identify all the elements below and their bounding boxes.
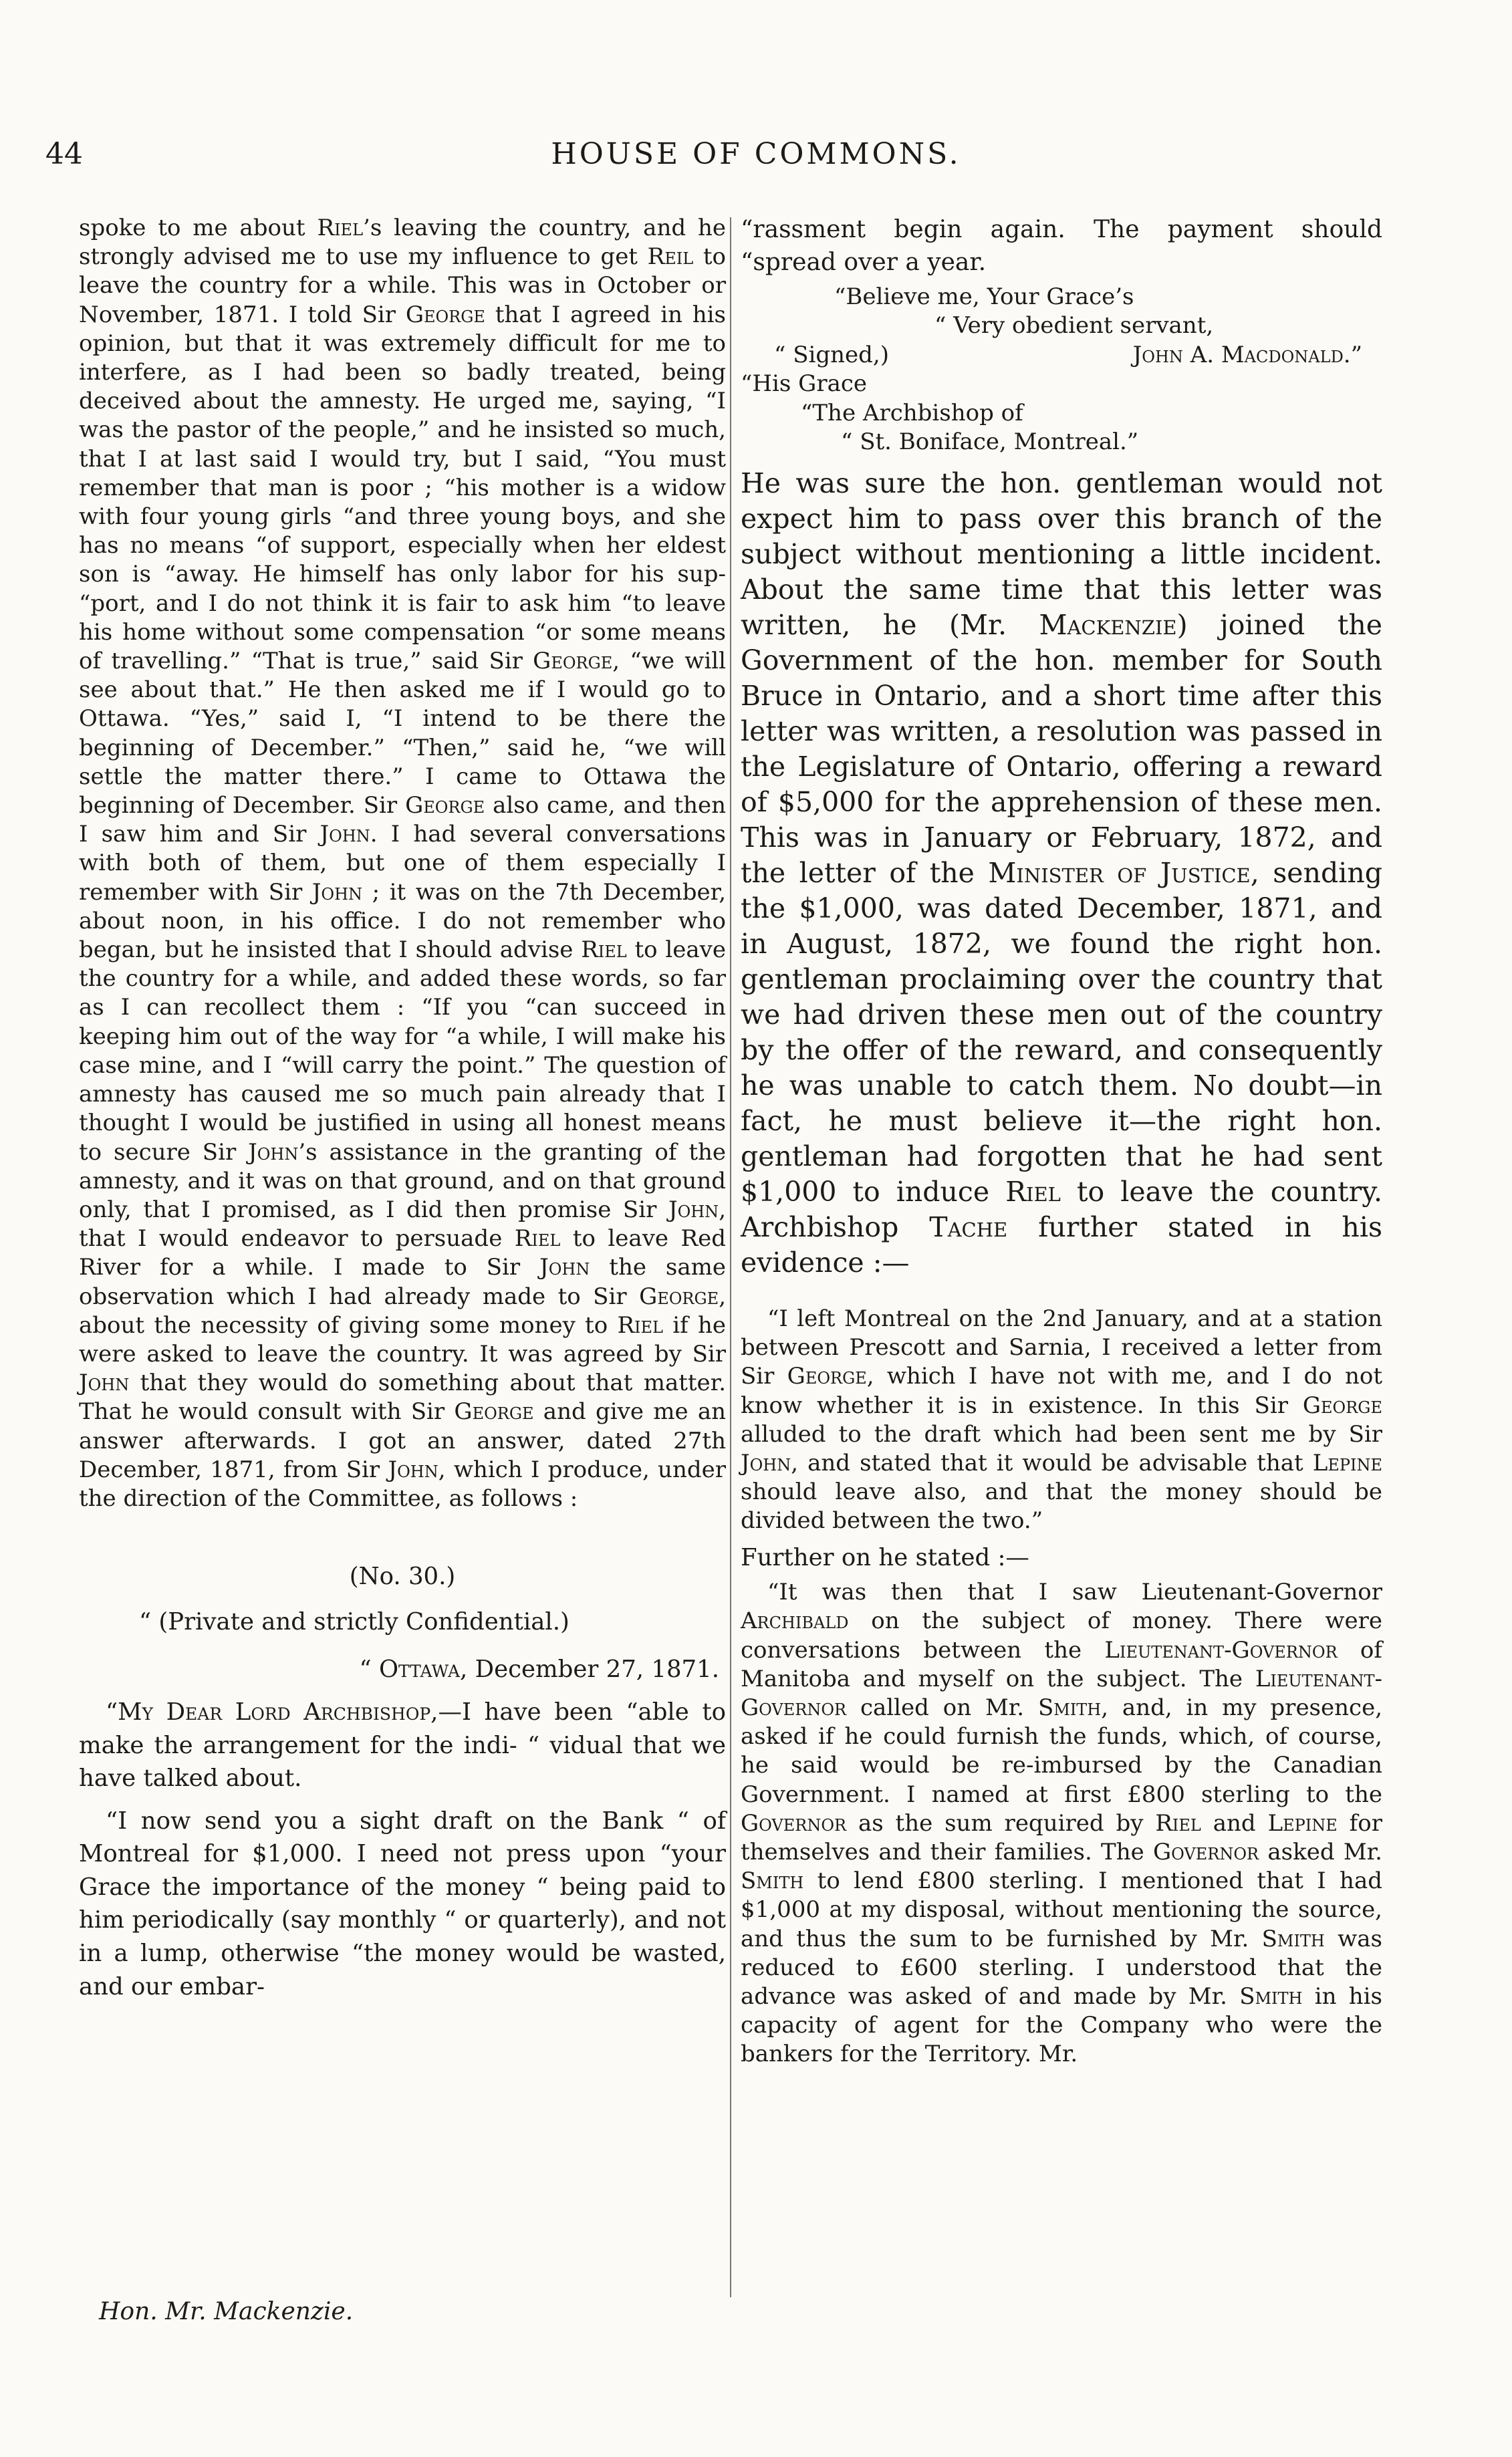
small-caps-name: Ottawa [378,1656,461,1684]
text-segment: . I had several conversations with both of them, but one of them especially I remember with Sir [79,821,727,906]
text-segment: in his capacity of agent for the Company who were the bankers for the Territory. Mr. [741,1983,1382,2068]
small-caps-name: John [320,821,370,848]
page-title: HOUSE OF COMMONS. [551,137,961,171]
text-segment: alluded to the draft which had been sent me by Sir [741,1420,1382,1448]
text-segment: that I agreed in his opinion, but that it was extremely difficult for me to interfere, as I had been so badly treated, being deceived about the amnesty. He urged me, saying, “I was the pastor of the people,” and he insisted so much, that I at last said I would try, but I said, “You must remember that man is poor ; “his mother is a widow with four young girls “and three young boys, and she has no means “of support, especially when her eldest son is “away. He himself has only labor for his sup- “port, and I do not think it is fair to ask him “to leave his home without some compensation “or some means of travelling.” “That is true,” said Sir [79,301,726,675]
text-segment: ’s assistance in the granting of the amnesty, and it was on that ground, and on that ground only, that I promised, as I did then promise Sir [79,1138,726,1223]
small-caps-name: Governor [1153,1839,1259,1866]
small-caps-name: John [79,1370,130,1397]
small-caps-name: John [388,1456,438,1483]
small-caps-name: Lepine [1312,1450,1382,1477]
text-segment: to lend £800 sterling. I mentioned that I had $1,000 at my disposal, without mentioning the source, and thus the sum to be furnished by Mr. [741,1867,1382,1952]
text-segment: to leave the country. Archbishop [741,1176,1382,1244]
text-segment: asked Mr. [1259,1839,1382,1866]
small-caps-name: Riel [1155,1809,1201,1837]
text-segment: , that I would endeavor to persuade [79,1196,726,1253]
signed-label: “ Signed,) [774,342,889,369]
text-segment: , which I have not with me, and I do not know whether it is in existence. In this Sir [741,1363,1382,1419]
text-segment: , and, in my presence, asked if he could furnish the funds, which, of course, he said would be re-imbursed by the Canadian Government. I named at first £800 sterling to the [741,1694,1382,1808]
text-segment: further stated in his evidence :— [741,1211,1382,1279]
text-segment: for themselves and their families. The [741,1809,1382,1866]
text-segment: “ [106,1698,118,1726]
text-segment: was reduced to £600 sterling. I understood that the advance was asked of and made by Mr. [741,1925,1382,2011]
small-caps-name: George [405,301,485,328]
running-footer: Hon. Mr. Mackenzie. [99,2298,354,2325]
letter-address: “The Archbishop of [801,399,1023,426]
text-segment: and [1201,1809,1268,1837]
text-segment: ) joined the Government of the hon. member for South Bruce in Ontario, and a short time after this letter was written, a resolution was passed in the Legislature of Ontario, offering a reward of $5,000 for the apprehension of these men. This was in January or February, 1872, and the letter of the [741,609,1382,890]
text-segment: , about the necessity of giving some money to [79,1283,726,1339]
letter-paragraph: “rassment begin again. The payment should “spread over a year. [741,216,1382,276]
text-segment: to leave Red River for a while. I made to Sir [79,1225,726,1281]
letter-address: “ St. Boniface, Montreal.” [841,428,1139,455]
small-caps-name: George [454,1398,534,1426]
small-caps-name: George [639,1283,719,1310]
letter-signature [741,340,1382,370]
small-caps-name: My Dear Lord Archbishop [118,1698,431,1726]
letter-closing: “ Very obedient servant, [934,312,1214,340]
small-caps-name: John [539,1254,590,1281]
page-header [0,137,1512,190]
letter-address: “His Grace [741,370,868,398]
small-caps-name: Lepine [1267,1809,1338,1837]
transition-line: Further on he stated :— [741,1543,1029,1571]
small-caps-name: Riel [617,1311,663,1339]
letter-number: (No. 30.) [349,1563,456,1591]
small-caps-name: Minister of Justice [988,857,1251,890]
text-segment: “It was then that I saw Lieutenant-Governor [767,1579,1382,1606]
small-caps-name: Riel [581,936,627,964]
text-segment: ; it was on the 7th December, about noon, in his office. I do not remember who began, but he insisted that I should advise [79,878,727,964]
text-segment: to leave the country for a while. This was in October or November, 1871. I told Sir [79,243,726,328]
left-column [79,214,726,2003]
text-segment: to leave the country for a while, and added these words, so far as I can recollect them : “If you “can succeed in keeping him out of the way for “a while, I will make his case mine, and I “will carry the point.” The question of amnesty has caused me so much pain already that I thought I would be justified in using all honest means to secure Sir [79,936,727,1166]
small-caps-name: Governor [741,1809,847,1837]
text-segment: , sending the $1,000, was dated December, 1871, and in August, 1872, we found the right hon. gentleman proclaiming over the country that we had driven these men out of the country by the offer of the reward, and consequently he was unable to catch them. No doubt—in fact, he must believe it—the right hon. gentleman had forgotten that he had sent $1,000 to induce [741,857,1382,1208]
letter-paragraph: “I now send you a sight draft on the Bank “ of Montreal for $1,000. I need not press upon “your Grace the importance of the money “ being paid to him periodically (say monthly “ or quarterly), and not in a lump, otherwise “the money would be wasted, and our embar- [79,1807,726,2000]
page-number: 44 [45,137,83,171]
small-caps-name: John [668,1196,719,1223]
text-segment: also came, and then I saw him and Sir [79,792,726,848]
text-segment: of Manitoba and myself on the subject. The [741,1636,1382,1692]
text-segment: called on Mr. [846,1694,1038,1722]
signatory-name: John A. Macdonald.” [1132,342,1362,369]
text-segment: ,—I have been “able to make the arrangement for the indi- “ vidual that we have talked about. [79,1698,727,1793]
small-caps-name: Smith [741,1867,804,1895]
small-caps-name: Smith [1037,1694,1102,1722]
small-caps-name: Lieutenant-Governor [741,1665,1382,1722]
text-segment: and give me an answer afterwards. I got an answer, dated 27th December, 1871, from Sir [79,1398,726,1483]
small-caps-name: John [741,1450,791,1477]
small-caps-name: George [533,648,613,675]
text-segment: “ [359,1656,379,1684]
text-segment: “I left Montreal on the 2nd January, and at a station between Prescott and Sarnia, I received a letter from Sir [741,1305,1382,1390]
speech-paragraph [741,466,1382,1281]
text-segment: as the sum required by [846,1809,1156,1837]
text-segment: , “we will see about that.” He then asked me if I would go to Ottawa. “Yes,” said I, “I intend to be there the beginning of December.” “Then,” said he, “we will settle the matter there.” I came to Ottawa the beginning of December. Sir [79,648,726,819]
text-segment: He was sure the hon. gentleman would not expect him to pass over this branch of the subject without mentioning a little incident. About the same time that this letter was written, he (Mr. [741,467,1382,642]
testimony-paragraph [79,214,726,1513]
small-caps-name: John [311,878,363,906]
small-caps-name: Archibald [741,1607,849,1635]
column-divider [730,217,731,2297]
small-caps-name: Lieutenant-Governor [1104,1636,1338,1664]
small-caps-name: George [787,1363,867,1390]
text-segment: that they would do something about that matter. That he would consult with Sir [79,1370,726,1426]
letter-paragraph [79,1696,726,1795]
text-segment: ’s leaving the country, and he strongly advised me to use my influence to get [79,215,726,271]
small-caps-name: Reil [647,243,694,271]
text-segment: spoke to me about [79,215,318,241]
text-segment: the same observation which I had already made to Sir [79,1254,726,1310]
text-segment: should leave also, and that the money should be divided between the two.” [741,1478,1382,1535]
evidence-quote [741,1305,1382,1536]
letter-closing: “Believe me, Your Grace’s [834,283,1134,310]
text-segment: if he were asked to leave the country. It was agreed by Sir [79,1311,726,1368]
small-caps-name: Tache [929,1211,1008,1244]
text-segment: , December 27, 1871. [460,1656,719,1684]
right-column [741,214,1382,2069]
text-segment: on the subject of money. There were conversations between the [741,1607,1382,1664]
small-caps-name: Riel [1005,1176,1061,1208]
small-caps-name: John [248,1138,299,1166]
letter-dateline [79,1653,726,1686]
letter-privacy-note: “ (Private and strictly Confidential.) [139,1607,570,1636]
small-caps-name: Riel [514,1225,561,1253]
small-caps-name: George [1302,1392,1382,1419]
evidence-quote [741,1578,1382,2069]
text-segment: , and stated that it would be advisable that [791,1450,1313,1477]
small-caps-name: Riel [317,215,364,241]
small-caps-name: George [405,792,485,819]
text-segment: , which I produce, under the direction of the Committee, as follows : [79,1456,726,1512]
small-caps-name: Smith [1261,1925,1325,1952]
small-caps-name: Smith [1239,1983,1303,2011]
small-caps-name: Mackenzie [1039,609,1177,642]
